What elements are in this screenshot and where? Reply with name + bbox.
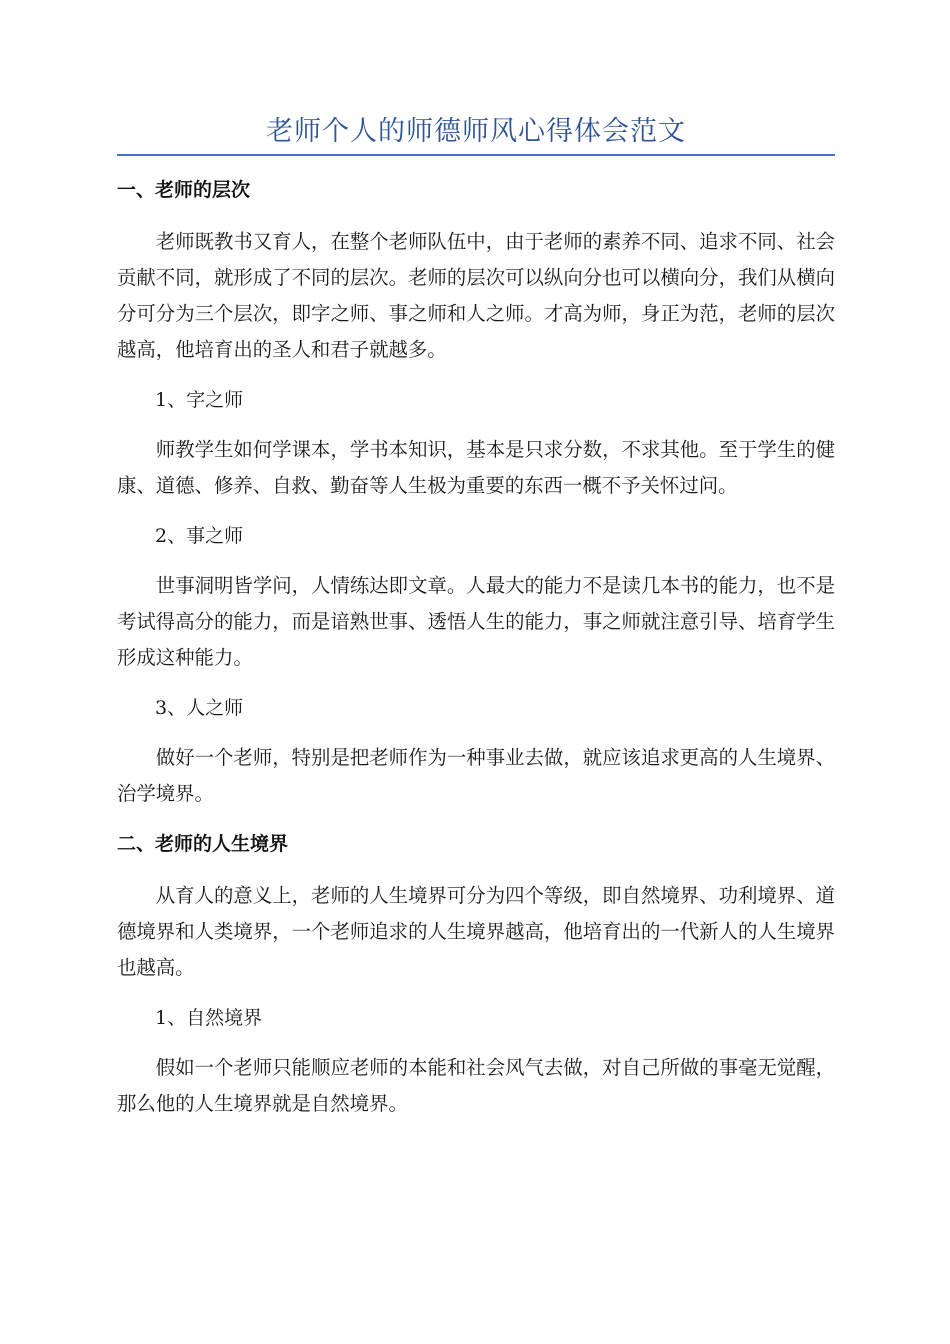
document-body [117,172,835,1136]
paragraph: 老师既教书又育人，在整个老师队伍中，由于老师的素养不同、追求不同、社会贡献不同，就形成了不同的层次。老师的层次可以纵向分也可以横向分，我们从横向分可分为三个层次，即字之师、事之师和人之师。才高为师，身正为范，老师的层次越高，他培育出的圣人和君子就越多。 [117,230,835,361]
paragraph: 师教学生如何学课本，学书本知识，基本是只求分数，不求其他。至于学生的健康、道德、修养、自救、勤奋等人生极为重要的东西一概不予关怀过问。 [117,438,835,497]
paragraph: 做好一个老师，特别是把老师作为一种事业去做，就应该追求更高的人生境界、治学境界。 [117,746,835,805]
document-title: 老师个人的师德师风心得体会范文 [266,116,686,147]
title-underline [117,154,835,156]
paragraph: 假如一个老师只能顺应老师的本能和社会风气去做，对自己所做的事毫无觉醒，那么他的人生境界就是自然境界。 [117,1056,835,1115]
subsection-heading: 3、人之师 [155,697,244,719]
section-heading: 一、老师的层次 [117,179,251,201]
section-heading: 二、老师的人生境界 [117,833,289,855]
paragraph: 世事洞明皆学问，人情练达即文章。人最大的能力不是读几本书的能力，也不是考试得高分的能力，而是谙熟世事、透悟人生的能力，事之师就注意引导、培育学生形成这种能力。 [117,574,835,669]
subsection-heading: 1、自然境界 [155,1007,263,1029]
subsection-heading: 1、字之师 [155,389,244,411]
paragraph: 从育人的意义上，老师的人生境界可分为四个等级，即自然境界、功利境界、道德境界和人类境界，一个老师追求的人生境界越高，他培育出的一代新人的人生境界也越高。 [117,884,835,979]
subsection-heading: 2、事之师 [155,525,244,547]
